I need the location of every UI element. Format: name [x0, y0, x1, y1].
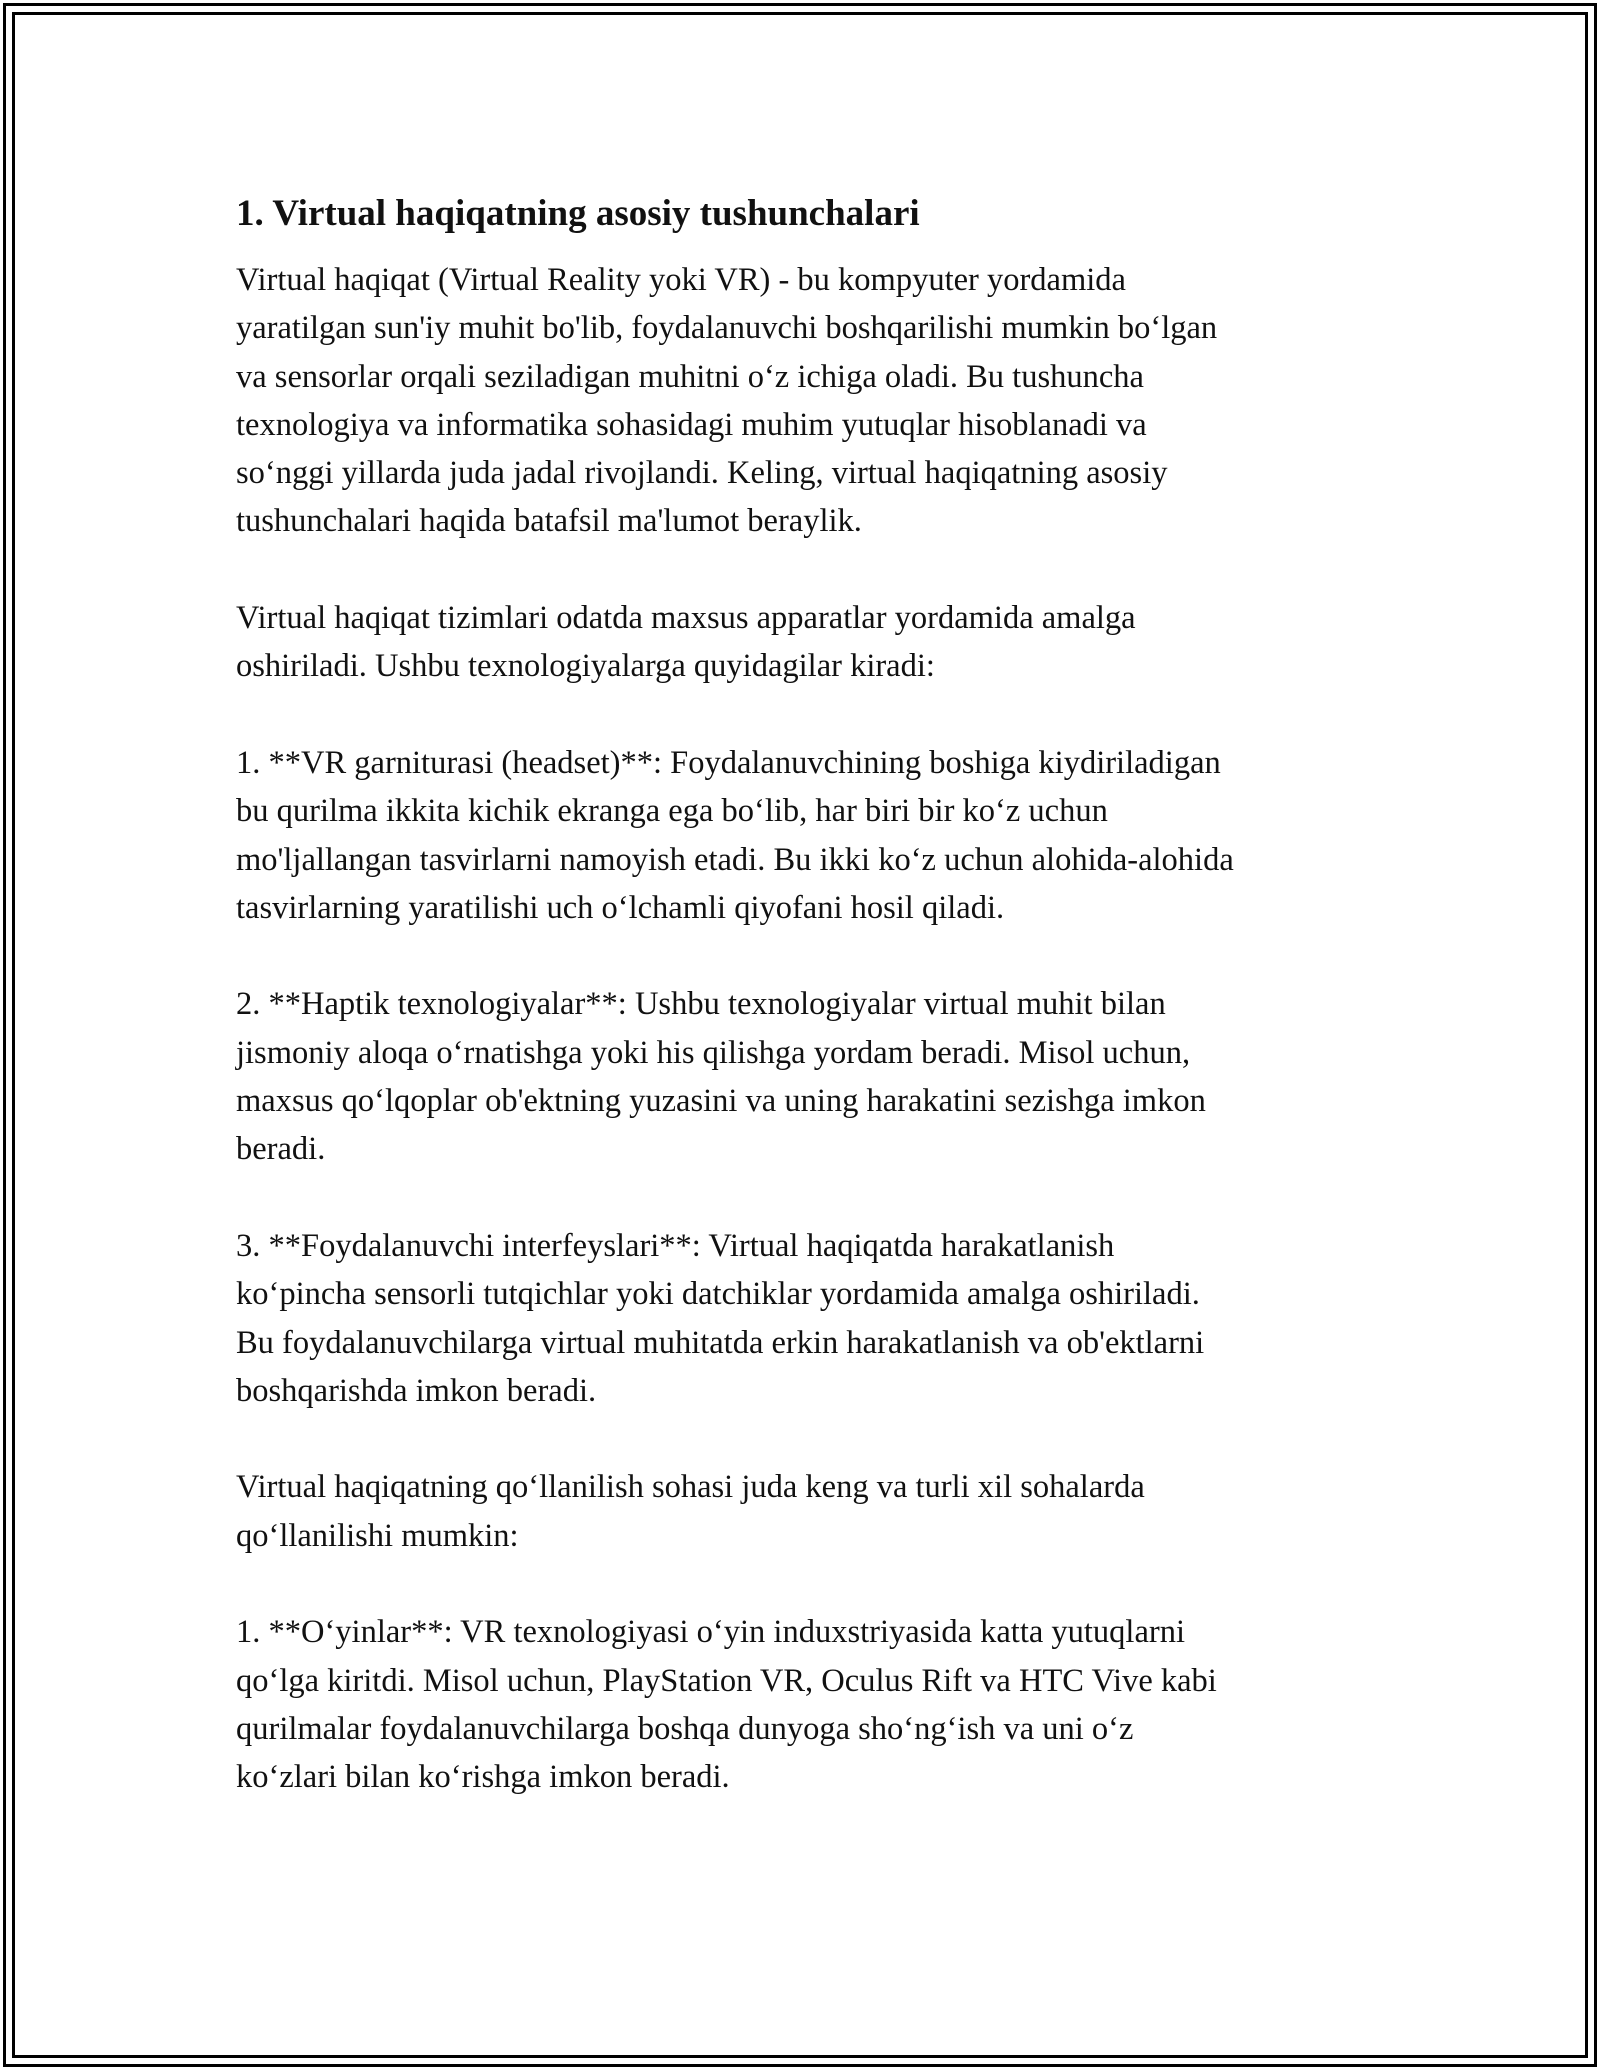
document-body	[236, 186, 1376, 1850]
paragraph	[236, 1463, 1376, 1560]
paragraph-line: texnologiya va informatika sohasidagi muhim yutuqlar hisoblanadi va	[236, 406, 1147, 443]
paragraph-line: qo‘lga kiritdi. Misol uchun, PlayStation VR, Oculus Rift va HTC Vive kabi	[236, 1662, 1217, 1699]
paragraph-line: jismoniy aloqa o‘rnatishga yoki his qilishga yordam beradi. Misol uchun,	[236, 1034, 1191, 1071]
paragraph-line: ko‘pincha sensorli tutqichlar yoki datchiklar yordamida amalga oshiriladi.	[236, 1276, 1200, 1313]
paragraph	[236, 256, 1376, 546]
section-heading: 1. Virtual haqiqatning asosiy tushunchalari	[236, 193, 920, 234]
paragraph-line: maxsus qo‘lqoplar ob'ektning yuzasini va uning harakatini sezishga imkon	[236, 1083, 1206, 1120]
paragraph-line: qo‘llanilishi mumkin:	[236, 1517, 519, 1554]
paragraph-line: mo'ljallangan tasvirlarni namoyish etadi. Bu ikki ko‘z uchun alohida-alohida	[236, 841, 1234, 878]
paragraph-line: so‘nggi yillarda juda jadal rivojlandi. Keling, virtual haqiqatning asosiy	[236, 455, 1168, 492]
paragraph-line: 1. **VR garniturasi (headset)**: Foydalanuvchining boshiga kiydiriladigan	[236, 744, 1221, 781]
paragraph	[236, 594, 1376, 691]
paragraph-line: Virtual haqiqat tizimlari odatda maxsus apparatlar yordamida amalga	[236, 600, 1136, 637]
paragraph-line: Bu foydalanuvchilarga virtual muhitatda erkin harakatlanish va ob'ektlarni	[236, 1324, 1205, 1361]
paragraph-list	[236, 256, 1376, 1802]
paragraph-line: yaratilgan sun'iy muhit bo'lib, foydalanuvchi boshqarilishi mumkin bo‘lgan	[236, 310, 1218, 347]
paragraph-line: 3. **Foydalanuvchi interfeyslari**: Virtual haqiqatda harakatlanish	[236, 1227, 1115, 1264]
paragraph-line: ko‘zlari bilan ko‘rishga imkon beradi.	[236, 1759, 730, 1796]
paragraph-line: boshqarishda imkon beradi.	[236, 1372, 597, 1409]
paragraph-line: qurilmalar foydalanuvchilarga boshqa dunyoga sho‘ng‘ish va uni o‘z	[236, 1710, 1134, 1747]
paragraph-line: Virtual haqiqatning qo‘llanilish sohasi juda keng va turli xil sohalarda	[236, 1469, 1145, 1506]
paragraph-line: bu qurilma ikkita kichik ekranga ega bo‘lib, har biri bir ko‘z uchun	[236, 793, 1108, 830]
paragraph-line: tasvirlarning yaratilishi uch o‘lchamli qiyofani hosil qiladi.	[236, 889, 1005, 926]
paragraph-line: Virtual haqiqat (Virtual Reality yoki VR) - bu kompyuter yordamida	[236, 262, 1126, 298]
paragraph	[236, 1608, 1376, 1801]
paragraph-line: 1. **O‘yinlar**: VR texnologiyasi o‘yin induxstriyasida katta yutuqlarni	[236, 1614, 1185, 1651]
paragraph-line: oshiriladi. Ushbu texnologiyalarga quyidagilar kiradi:	[236, 648, 935, 685]
paragraph	[236, 739, 1376, 932]
paragraph	[236, 1222, 1376, 1415]
paragraph-line: 2. **Haptik texnologiyalar**: Ushbu texnologiyalar virtual muhit bilan	[236, 986, 1166, 1023]
paragraph-line: beradi.	[236, 1131, 326, 1168]
paragraph-line: va sensorlar orqali seziladigan muhitni o‘z ichiga oladi. Bu tushuncha	[236, 358, 1144, 395]
paragraph	[236, 980, 1376, 1173]
paragraph-line: tushunchalari haqida batafsil ma'lumot beraylik.	[236, 503, 862, 540]
